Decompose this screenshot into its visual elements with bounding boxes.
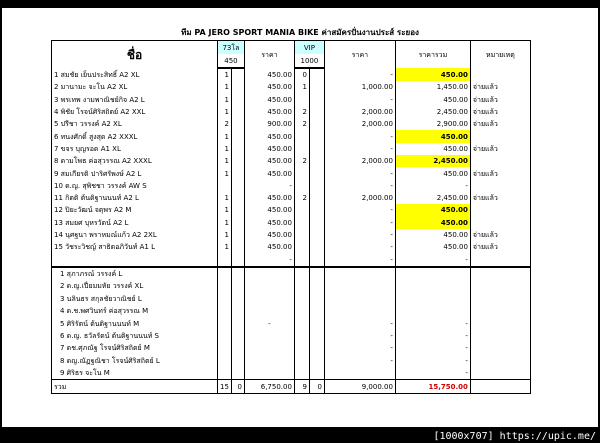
payment-note: จ่ายแล้ว — [470, 118, 530, 130]
table-row — [52, 253, 531, 266]
kit-price: 900.00 — [244, 118, 294, 130]
row-total: 2,450.00 — [395, 192, 470, 204]
total-kit-qty-2: 0 — [231, 380, 244, 394]
kit-qty — [218, 342, 232, 354]
family-member-name: 4 ด.ช.พศวินทร์ ค่อสุวรรณ M — [52, 305, 218, 317]
vip-qty-2 — [309, 118, 324, 130]
table-row — [52, 68, 531, 81]
vip-price: - — [324, 68, 395, 81]
vip-qty: 0 — [294, 68, 309, 81]
row-total: - — [395, 354, 470, 366]
vip-qty-2 — [309, 229, 324, 241]
kit-qty — [218, 293, 232, 305]
kit-qty-2 — [231, 305, 244, 317]
kit-qty — [218, 367, 232, 380]
kit-price: 450.00 — [244, 241, 294, 253]
row-total: 450.00 — [395, 217, 470, 229]
kit-qty-2 — [231, 267, 244, 280]
kit-price: - — [244, 317, 294, 329]
vip-qty — [294, 317, 309, 329]
header-vip-price-col: ราคา — [324, 41, 395, 69]
table-row — [52, 317, 531, 329]
participant-name: 11 กิตติ ต้นติฐานนนท์ A2 L — [52, 192, 218, 204]
kit-price — [244, 293, 294, 305]
total-vip-qty: 9 — [294, 380, 309, 394]
table-row — [52, 342, 531, 354]
table-row — [52, 293, 531, 305]
page-title: ทีม PA JERO SPORT MANIA BIKE ค่าสมัครปั่นงานประส์ ระยอง — [181, 28, 419, 37]
payment-note: จ่ายแล้ว — [470, 143, 530, 155]
kit-qty-2 — [231, 293, 244, 305]
vip-qty-2 — [309, 317, 324, 329]
vip-qty-2 — [309, 81, 324, 93]
kit-price: 450.00 — [244, 192, 294, 204]
kit-qty — [218, 280, 232, 292]
table-row — [52, 81, 531, 93]
kit-price: 450.00 — [244, 167, 294, 179]
vip-qty — [294, 342, 309, 354]
kit-qty-2 — [231, 155, 244, 167]
kit-price: 450.00 — [244, 81, 294, 93]
vip-price: - — [324, 317, 395, 329]
participant-name: 13 สมยศ บุหรวัตน์ A2 L — [52, 217, 218, 229]
kit-price — [244, 367, 294, 380]
payment-note — [470, 280, 530, 292]
vip-price — [324, 293, 395, 305]
total-vip-price: 9,000.00 — [324, 380, 395, 394]
payment-note — [470, 367, 530, 380]
header-vip-price: 1000 — [294, 54, 324, 68]
vip-qty-2 — [309, 155, 324, 167]
payment-note — [470, 180, 530, 192]
vip-qty-2 — [309, 267, 324, 280]
kit-price: 450.00 — [244, 143, 294, 155]
header-note: หมายเหตุ — [470, 41, 530, 69]
participant-name: 12 ปิยะวัฒน์ จตุพร A2 M — [52, 204, 218, 216]
participant-name: 2 มานามะ จะโน A2 XL — [52, 81, 218, 93]
row-total — [395, 305, 470, 317]
kit-qty-2 — [231, 143, 244, 155]
row-total: 450.00 — [395, 229, 470, 241]
vip-qty — [294, 204, 309, 216]
table-row — [52, 94, 531, 106]
kit-qty — [218, 317, 232, 329]
vip-price: - — [324, 354, 395, 366]
vip-qty — [294, 94, 309, 106]
bottom-bar — [0, 427, 600, 443]
kit-price — [244, 280, 294, 292]
vip-price — [324, 280, 395, 292]
row-total — [395, 280, 470, 292]
kit-price: 450.00 — [244, 106, 294, 118]
header-kg-label: 73โล — [218, 41, 245, 55]
total-kit-qty: 15 — [218, 380, 232, 394]
payment-note — [470, 68, 530, 81]
payment-note — [470, 155, 530, 167]
kit-qty-2 — [231, 217, 244, 229]
vip-price: - — [324, 143, 395, 155]
participant-name: 6 ทนงศักดิ์ สูงสุด A2 XXXL — [52, 130, 218, 142]
vip-qty — [294, 217, 309, 229]
vip-qty — [294, 367, 309, 380]
vip-qty — [294, 143, 309, 155]
vip-price: - — [324, 330, 395, 342]
vip-qty — [294, 354, 309, 366]
table-row — [52, 354, 531, 366]
vip-qty-2 — [309, 130, 324, 142]
vip-qty-2 — [309, 167, 324, 179]
kit-qty-2 — [231, 130, 244, 142]
vip-qty-2 — [309, 342, 324, 354]
payment-note — [470, 130, 530, 142]
kit-qty-2 — [231, 367, 244, 380]
vip-price: 1,000.00 — [324, 81, 395, 93]
participant-name: 7 ขจร บุญรอด A1 XL — [52, 143, 218, 155]
family-member-name: 7 ดช.ศุภณัฐ โรจน์ศิริสถิตย์ M — [52, 342, 218, 354]
family-member-name: 8 ดญ.ณัฏฐณิชา โรจน์ศิริสถิตย์ L — [52, 354, 218, 366]
kit-qty-2 — [231, 167, 244, 179]
vip-qty: 2 — [294, 192, 309, 204]
table-row — [52, 118, 531, 130]
participant-name: 1 สมชัย เย็นประสิทธิ์ A2 XL — [52, 68, 218, 81]
vip-qty: 2 — [294, 155, 309, 167]
family-member-name: 9 ศิริธร จะโน M — [52, 367, 218, 380]
row-total — [395, 293, 470, 305]
row-total: - — [395, 180, 470, 192]
payment-note: จ่ายแล้ว — [470, 229, 530, 241]
vip-qty-2 — [309, 253, 324, 266]
kit-price — [244, 305, 294, 317]
payment-note — [470, 217, 530, 229]
kit-qty-2 — [231, 354, 244, 366]
vip-qty: 2 — [294, 106, 309, 118]
vip-price: - — [324, 217, 395, 229]
payment-note: จ่ายแล้ว — [470, 94, 530, 106]
table-row — [52, 305, 531, 317]
payment-note — [470, 267, 530, 280]
participant-name: 10 ด.ญ. สุพิชชา วรรงค์ AW S — [52, 180, 218, 192]
vip-qty-2 — [309, 94, 324, 106]
kit-qty: 1 — [218, 130, 232, 142]
vip-price: - — [324, 180, 395, 192]
vip-qty-2 — [309, 143, 324, 155]
kit-qty-2 — [231, 330, 244, 342]
kit-price: - — [244, 180, 294, 192]
vip-price: 2,000.00 — [324, 155, 395, 167]
kit-price: 450.00 — [244, 130, 294, 142]
kit-qty-2 — [231, 229, 244, 241]
table-row — [52, 167, 531, 179]
vip-qty-2 — [309, 204, 324, 216]
kit-qty — [218, 330, 232, 342]
participant-name: 3 พรเทพ งามพาณิชย์กิจ A2 L — [52, 94, 218, 106]
family-member-name: 6 ด.ญ. ธวัลรัตน์ ต้นติฐานนนท์ S — [52, 330, 218, 342]
table-row — [52, 280, 531, 292]
kit-qty-2 — [231, 317, 244, 329]
payment-note: จ่ายแล้ว — [470, 106, 530, 118]
family-member-name: 2 ด.ญ.เปี่ยมมหัย วรรงค์ XL — [52, 280, 218, 292]
kit-qty — [218, 180, 232, 192]
row-total: 450.00 — [395, 241, 470, 253]
vip-price — [324, 305, 395, 317]
total-vip-qty-2: 0 — [309, 380, 324, 394]
kit-qty — [218, 305, 232, 317]
table-row — [52, 330, 531, 342]
kit-qty: 2 — [218, 118, 232, 130]
total-kit-price: 6,750.00 — [244, 380, 294, 394]
participant-name: 4 พิชัย โรจน์ศิริสถิตย์ A2 XXL — [52, 106, 218, 118]
kit-qty: 1 — [218, 241, 232, 253]
payment-note — [470, 330, 530, 342]
vip-price: - — [324, 253, 395, 266]
kit-qty-2 — [231, 81, 244, 93]
table-row — [52, 192, 531, 204]
payment-note — [470, 354, 530, 366]
row-total: 450.00 — [395, 68, 470, 81]
vip-qty: 2 — [294, 118, 309, 130]
participant-name: 5 ปรีชา วรรงค์ A2 XL — [52, 118, 218, 130]
payment-note — [470, 317, 530, 329]
top-bar — [0, 0, 600, 8]
kit-qty-2 — [231, 342, 244, 354]
row-total: 450.00 — [395, 167, 470, 179]
kit-qty-2 — [231, 253, 244, 266]
row-total: 2,450.00 — [395, 106, 470, 118]
kit-qty: 1 — [218, 229, 232, 241]
row-total: 2,900.00 — [395, 118, 470, 130]
kit-qty-2 — [231, 280, 244, 292]
row-total: 450.00 — [395, 130, 470, 142]
vip-qty — [294, 241, 309, 253]
vip-qty-2 — [309, 354, 324, 366]
vip-price: - — [324, 94, 395, 106]
kit-qty — [218, 253, 232, 266]
participant-name: 15 วัชระวิชญ์ สาธิตอภิวันท์ A1 L — [52, 241, 218, 253]
vip-price: 2,000.00 — [324, 192, 395, 204]
kit-qty: 1 — [218, 155, 232, 167]
total-row — [52, 380, 531, 394]
header-name: ชื่อ — [52, 41, 218, 69]
row-total: 2,450.00 — [395, 155, 470, 167]
payment-note: จ่ายแล้ว — [470, 241, 530, 253]
vip-qty-2 — [309, 106, 324, 118]
vip-qty — [294, 280, 309, 292]
kit-price: 450.00 — [244, 204, 294, 216]
row-total: 1,450.00 — [395, 81, 470, 93]
row-total: - — [395, 330, 470, 342]
kit-qty-2 — [231, 241, 244, 253]
kit-qty-2 — [231, 118, 244, 130]
kit-price: 450.00 — [244, 94, 294, 106]
payment-note — [470, 253, 530, 266]
vip-qty-2 — [309, 330, 324, 342]
kit-price: 450.00 — [244, 68, 294, 81]
registration-table — [51, 40, 531, 394]
participant-name: 8 ดามโพธ ค่อสุวรรณ A2 XXXL — [52, 155, 218, 167]
kit-price: 450.00 — [244, 229, 294, 241]
vip-qty — [294, 253, 309, 266]
kit-qty: 1 — [218, 94, 232, 106]
kit-qty-2 — [231, 204, 244, 216]
vip-price — [324, 267, 395, 280]
kit-qty: 1 — [218, 192, 232, 204]
vip-price: 2,000.00 — [324, 106, 395, 118]
participant-name: 9 สมเกียรติ ปาริศรัพงษ์ A2 L — [52, 167, 218, 179]
kit-qty-2 — [231, 68, 244, 81]
family-member-name: 5 ศิริรัตน์ ต้นติฐานนนท์ M — [52, 317, 218, 329]
payment-note — [470, 204, 530, 216]
participant-name: 14 นุศฐนา พราหมณ์แก้ว A2 2XL — [52, 229, 218, 241]
table-row — [52, 204, 531, 216]
vip-qty-2 — [309, 192, 324, 204]
payment-note: จ่ายแล้ว — [470, 81, 530, 93]
row-total: - — [395, 367, 470, 380]
payment-note — [470, 293, 530, 305]
vip-price: - — [324, 204, 395, 216]
total-note — [470, 380, 530, 394]
kit-price: 450.00 — [244, 155, 294, 167]
vip-price: - — [324, 167, 395, 179]
kit-price — [244, 267, 294, 280]
vip-qty-2 — [309, 305, 324, 317]
table-row — [52, 217, 531, 229]
participant-name — [52, 253, 218, 266]
table-row — [52, 130, 531, 142]
table-row — [52, 229, 531, 241]
family-member-name: 1 สุภาภรณ์ วรรงค์ L — [52, 267, 218, 280]
vip-qty-2 — [309, 217, 324, 229]
kit-qty: 1 — [218, 204, 232, 216]
vip-qty — [294, 267, 309, 280]
table-row — [52, 241, 531, 253]
kit-price: 450.00 — [244, 217, 294, 229]
grand-total: 15,750.00 — [395, 380, 470, 394]
payment-note: จ่ายแล้ว — [470, 192, 530, 204]
payment-note — [470, 342, 530, 354]
vip-qty — [294, 330, 309, 342]
vip-qty-2 — [309, 280, 324, 292]
table-row — [52, 267, 531, 280]
payment-note: จ่ายแล้ว — [470, 167, 530, 179]
kit-qty-2 — [231, 106, 244, 118]
vip-qty — [294, 167, 309, 179]
vip-price: - — [324, 241, 395, 253]
vip-price: - — [324, 229, 395, 241]
row-total: - — [395, 342, 470, 354]
kit-qty-2 — [231, 192, 244, 204]
kit-qty-2 — [231, 180, 244, 192]
table-row — [52, 155, 531, 167]
vip-qty — [294, 293, 309, 305]
vip-price: - — [324, 342, 395, 354]
row-total: - — [395, 317, 470, 329]
vip-qty — [294, 130, 309, 142]
vip-price — [324, 367, 395, 380]
payment-note — [470, 305, 530, 317]
vip-qty — [294, 180, 309, 192]
table-row — [52, 180, 531, 192]
vip-price: 2,000.00 — [324, 118, 395, 130]
family-member-name: 3 นลินธร สกุลชัยวาณิชย์ L — [52, 293, 218, 305]
kit-qty — [218, 354, 232, 366]
kit-qty: 1 — [218, 167, 232, 179]
kit-qty-2 — [231, 94, 244, 106]
row-total: 450.00 — [395, 204, 470, 216]
vip-qty-2 — [309, 367, 324, 380]
kit-qty: 1 — [218, 106, 232, 118]
header-price: ราคา — [244, 41, 294, 69]
kit-price — [244, 354, 294, 366]
header-total: ราคารวม — [395, 41, 470, 69]
header-kg-price: 450 — [218, 54, 245, 68]
vip-qty: 1 — [294, 81, 309, 93]
table-row — [52, 143, 531, 155]
kit-qty — [218, 267, 232, 280]
row-total: 450.00 — [395, 143, 470, 155]
vip-qty — [294, 305, 309, 317]
kit-qty: 1 — [218, 143, 232, 155]
kit-qty: 1 — [218, 217, 232, 229]
kit-price — [244, 342, 294, 354]
kit-price — [244, 330, 294, 342]
table-row — [52, 106, 531, 118]
table-row — [52, 367, 531, 380]
vip-qty-2 — [309, 180, 324, 192]
vip-price: - — [324, 130, 395, 142]
row-total: 450.00 — [395, 94, 470, 106]
watermark: [1000x707] https://upic.me/ — [433, 431, 596, 442]
kit-qty: 1 — [218, 68, 232, 81]
vip-qty-2 — [309, 68, 324, 81]
header-vip-label: VIP — [294, 41, 324, 55]
total-label: รวม — [52, 380, 218, 394]
kit-price: - — [244, 253, 294, 266]
kit-qty: 1 — [218, 81, 232, 93]
row-total: - — [395, 253, 470, 266]
vip-qty-2 — [309, 241, 324, 253]
vip-qty — [294, 229, 309, 241]
row-total — [395, 267, 470, 280]
vip-qty-2 — [309, 293, 324, 305]
